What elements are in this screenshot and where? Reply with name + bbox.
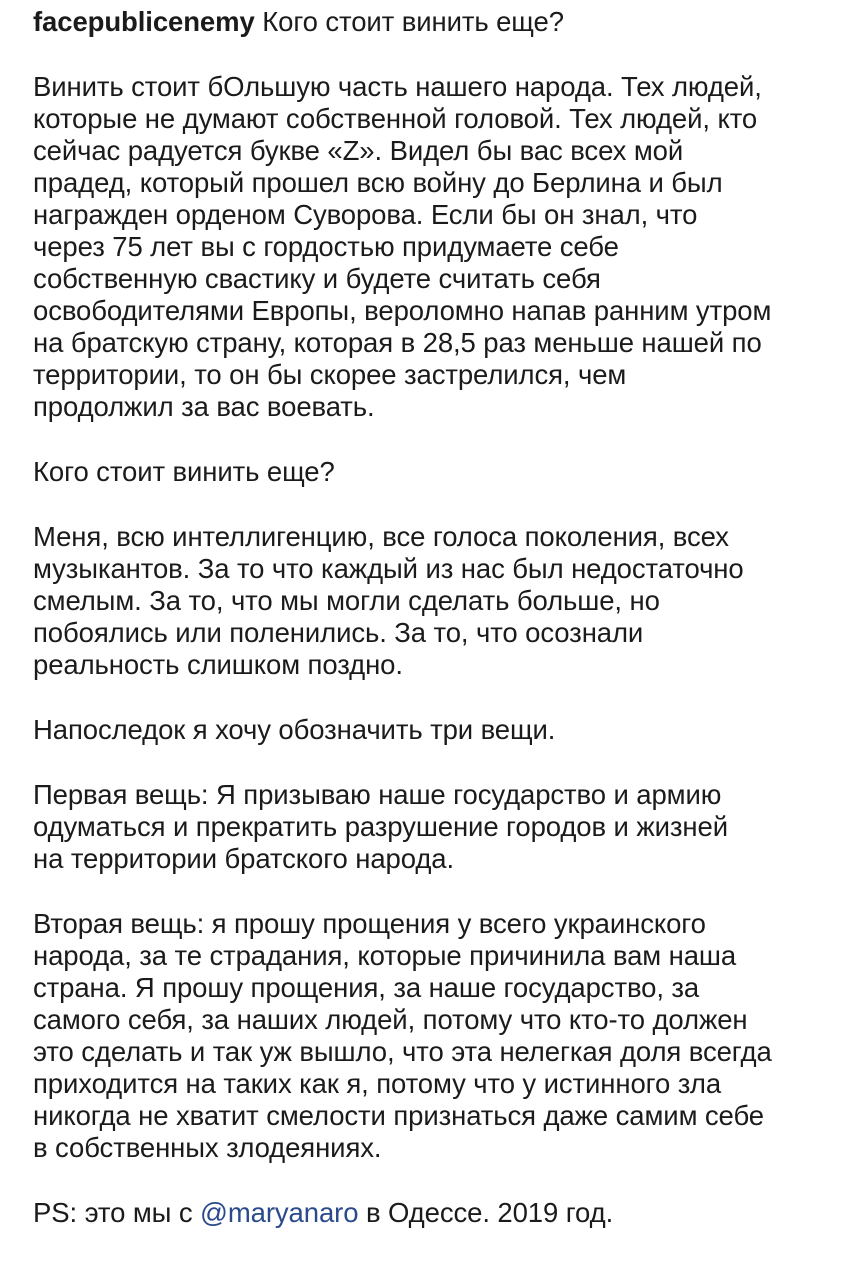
caption-header bbox=[33, 6, 823, 38]
ps-prefix: PS: это мы с bbox=[33, 1197, 201, 1228]
post-caption bbox=[33, 6, 823, 1262]
username-link[interactable]: facepublicenemy bbox=[33, 6, 255, 37]
ps-suffix: в Одессе. 2019 год. bbox=[358, 1197, 614, 1228]
caption-title: Кого стоит винить еще? bbox=[262, 6, 564, 37]
caption-paragraph-5: Первая вещь: Я призываю наше государство и армию одуматься и прекратить разрушение городов и жизней на территории братского народа. bbox=[33, 779, 728, 874]
caption-paragraph-4: Напоследок я хочу обозначить три вещи. bbox=[33, 714, 556, 745]
caption-paragraph-2: Кого стоит винить еще? bbox=[33, 456, 335, 487]
caption-paragraph-3: Меня, всю интеллигенцию, все голоса поколения, всех музыкантов. За то что каждый из нас был недостаточно смелым. За то, что мы могли сделать больше, но побоялись или поленились. За то, что осознали реальность слишком поздно. bbox=[33, 521, 744, 680]
caption-paragraph-1: Винить стоит бОльшую часть нашего народа. Тех людей, которые не думают собственной головой. Тех людей, кто сейчас радуется букве «Z». Видел бы вас всех мой прадед, который прошел всю войну до Берлина и был награжден орденом Суворова. Если бы он знал, что через 75 лет вы с гордостью придумаете себе собственную свастику и будете считать себя освободителями Европы, вероломно напав ранним утром на братскую страну, которая в 28,5 раз меньше нашей по территории, то он бы скорее застрелился, чем продолжил за вас воевать. bbox=[33, 71, 772, 422]
caption-paragraph-6: Вторая вещь: я прошу прощения у всего украинского народа, за те страдания, которые причинила вам наша страна. Я прошу прощения, за наше государство, за самого себя, за наших людей, потому что кто-то должен это сделать и так уж вышло, что эта нелегкая доля всегда приходится на таких как я, потому что у истинного зла никогда не хватит смелости признаться даже самим себе в собственных злодеяниях. bbox=[33, 908, 772, 1163]
caption-ps-line bbox=[33, 1197, 823, 1229]
mention-link[interactable]: @maryanaro bbox=[200, 1197, 359, 1228]
